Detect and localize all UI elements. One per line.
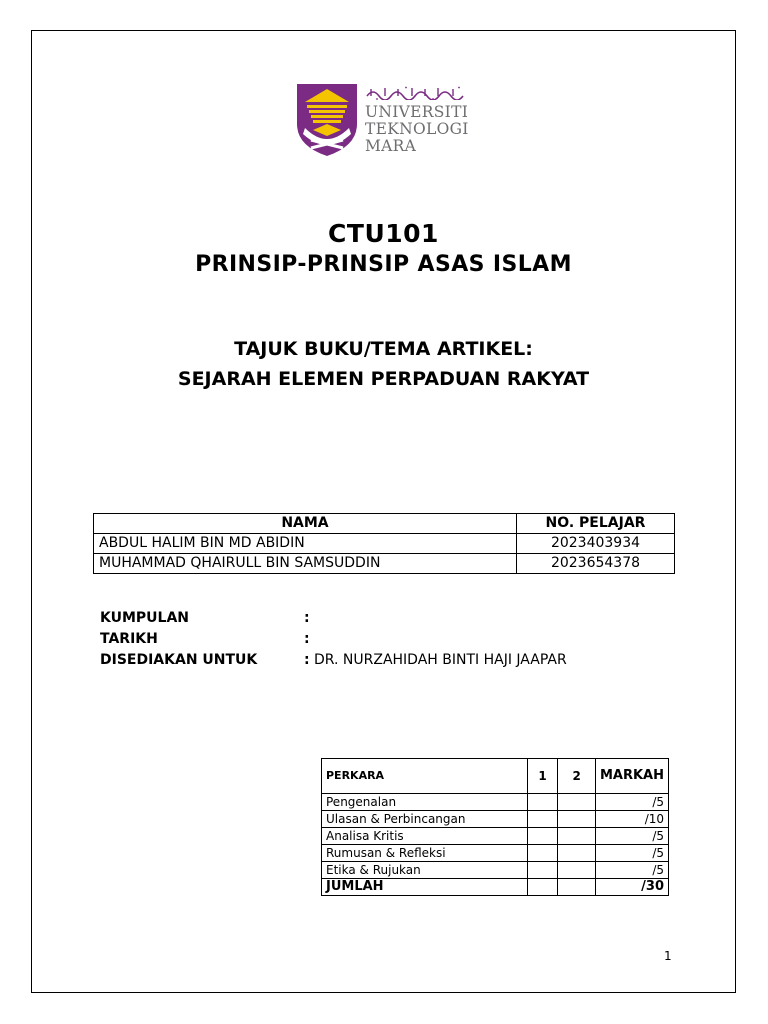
info-label: KUMPULAN — [100, 610, 190, 626]
table-row — [94, 554, 675, 574]
table-row — [322, 845, 669, 862]
table-row — [322, 862, 669, 879]
marks-markah: /5 — [595, 828, 668, 845]
student-id: 2023403934 — [517, 534, 675, 554]
info-label: DISEDIAKAN UNTUK — [100, 652, 258, 668]
page-number: 1 — [664, 949, 672, 963]
marks-cell-2 — [558, 828, 596, 845]
marks-markah: /5 — [595, 862, 668, 879]
marks-item: Analisa Kritis — [322, 828, 528, 845]
marks-cell-1 — [527, 862, 558, 879]
marks-cell-2 — [558, 845, 596, 862]
header-col-1: 1 — [527, 759, 558, 794]
student-name: ABDUL HALIM BIN MD ABIDIN — [94, 534, 517, 554]
marks-table-header — [322, 759, 669, 794]
marks-table — [321, 758, 669, 896]
marks-cell-1 — [527, 879, 558, 896]
info-colon: : — [304, 610, 310, 626]
total-label: JUMLAH — [322, 879, 528, 896]
student-table-header — [94, 514, 675, 534]
table-row — [322, 828, 669, 845]
marks-item: Rumusan & Refleksi — [322, 845, 528, 862]
marks-cell-2 — [558, 879, 596, 896]
table-row — [94, 534, 675, 554]
marks-markah: /5 — [595, 845, 668, 862]
header-col-2: 2 — [558, 759, 596, 794]
info-colon: : — [304, 631, 310, 647]
marks-cell-1 — [527, 828, 558, 845]
header-no-pelajar: NO. PELAJAR — [517, 514, 675, 534]
arabic-script-logo — [365, 86, 469, 100]
header-nama: NAMA — [94, 514, 517, 534]
student-table — [93, 513, 675, 574]
marks-cell-2 — [558, 794, 596, 811]
total-markah: /30 — [595, 879, 668, 896]
topic-title: SEJARAH ELEMEN PERPADUAN RAKYAT — [177, 368, 590, 390]
logo-text-mara: MARA — [365, 137, 417, 155]
university-logo — [297, 84, 473, 156]
student-name: MUHAMMAD QHAIRULL BIN SAMSUDDIN — [94, 554, 517, 574]
topic-label: TAJUK BUKU/TEMA ARTIKEL: — [234, 338, 533, 360]
marks-markah: /5 — [595, 794, 668, 811]
info-label: TARIKH — [100, 631, 158, 647]
marks-item: Etika & Rujukan — [322, 862, 528, 879]
course-name: PRINSIP-PRINSIP ASAS ISLAM — [195, 252, 572, 277]
course-code: CTU101 — [328, 219, 439, 248]
marks-markah: /10 — [595, 811, 668, 828]
marks-total-row — [322, 879, 669, 896]
marks-cell-1 — [527, 794, 558, 811]
header-perkara: PERKARA — [322, 759, 528, 794]
marks-cell-1 — [527, 811, 558, 828]
table-row — [322, 794, 669, 811]
info-value: DR. NURZAHIDAH BINTI HAJI JAAPAR — [314, 652, 567, 668]
logo-text-teknologi: TEKNOLOGI — [365, 120, 469, 138]
marks-cell-1 — [527, 845, 558, 862]
header-markah: MARKAH — [595, 759, 668, 794]
uitm-crest-icon — [297, 84, 357, 156]
marks-item: Pengenalan — [322, 794, 528, 811]
info-colon: : — [304, 652, 310, 668]
marks-cell-2 — [558, 811, 596, 828]
student-id: 2023654378 — [517, 554, 675, 574]
marks-item: Ulasan & Perbincangan — [322, 811, 528, 828]
logo-text-universiti: UNIVERSITI — [365, 103, 469, 121]
marks-cell-2 — [558, 862, 596, 879]
table-row — [322, 811, 669, 828]
